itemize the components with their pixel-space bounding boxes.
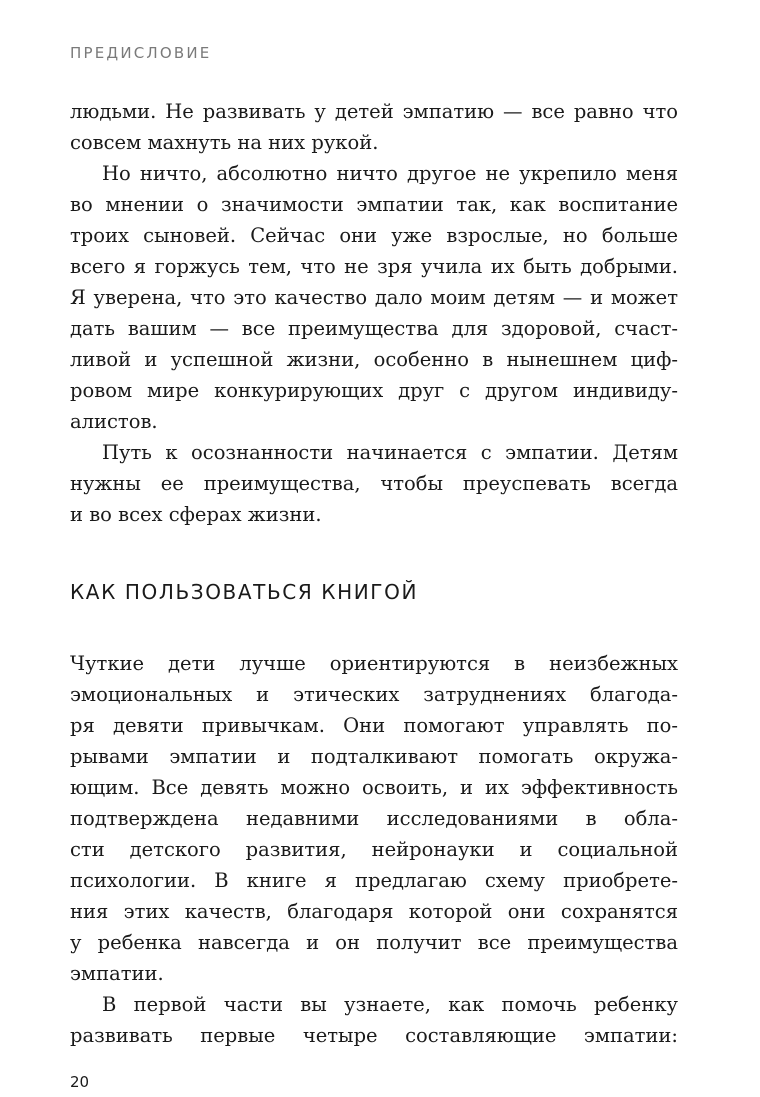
- running-head: ПРЕДИСЛОВИЕ: [70, 44, 212, 62]
- text-line: Я уверена, что это качество дало моим детям — и может: [70, 286, 678, 309]
- text-line: у ребенка навсегда и он получит все преимущества: [70, 931, 678, 954]
- text-line: совсем махнуть на них рукой.: [70, 131, 379, 154]
- text-line: Чуткие дети лучше ориентируются в неизбежных: [70, 652, 678, 675]
- text-line: алистов.: [70, 410, 158, 433]
- text-line: во мнении о значимости эмпатии так, как воспитание: [70, 193, 678, 216]
- text-line: ния этих качеств, благодаря которой они сохранятся: [70, 900, 678, 923]
- text-line: ливой и успешной жизни, особенно в нынешнем циф-: [70, 348, 678, 371]
- page-number: 20: [70, 1073, 90, 1091]
- text-line: людьми. Не развивать у детей эмпатию — все равно что: [70, 100, 678, 123]
- text-line: эмоциональных и этических затруднениях благода-: [70, 683, 678, 706]
- text-line: ровом мире конкурирующих друг с другом индивиду-: [70, 379, 678, 402]
- text-line: рывами эмпатии и подталкивают помогать окружа-: [70, 745, 678, 768]
- text-line: ющим. Все девять можно освоить, и их эффективность: [70, 776, 678, 799]
- text-line: Путь к осознанности начинается с эмпатии. Детям: [102, 441, 678, 464]
- body-text-top: [70, 96, 678, 530]
- text-line: ря девяти привычкам. Они помогают управлять по-: [70, 714, 678, 737]
- section-heading: КАК ПОЛЬЗОВАТЬСЯ КНИГОЙ: [70, 580, 419, 604]
- text-line: и во всех сферах жизни.: [70, 503, 322, 526]
- text-line: развивать первые четыре составляющие эмпатии:: [70, 1024, 678, 1047]
- text-line: эмпатии.: [70, 962, 164, 985]
- text-line: психологии. В книге я предлагаю схему приобрете-: [70, 869, 678, 892]
- text-line: всего я горжусь тем, что не зря учила их быть добрыми.: [70, 255, 678, 278]
- text-line: В первой части вы узнаете, как помочь ребенку: [102, 993, 678, 1016]
- text-line: Но ничто, абсолютно ничто другое не укрепило меня: [102, 162, 678, 185]
- text-line: дать вашим — все преимущества для здоровой, счаст-: [70, 317, 678, 340]
- text-line: сти детского развития, нейронауки и социальной: [70, 838, 678, 861]
- text-line: троих сыновей. Сейчас они уже взрослые, но больше: [70, 224, 678, 247]
- text-line: нужны ее преимущества, чтобы преуспевать всегда: [70, 472, 678, 495]
- text-line: подтверждена недавними исследованиями в обла-: [70, 807, 678, 830]
- body-text-bottom: [70, 648, 678, 1051]
